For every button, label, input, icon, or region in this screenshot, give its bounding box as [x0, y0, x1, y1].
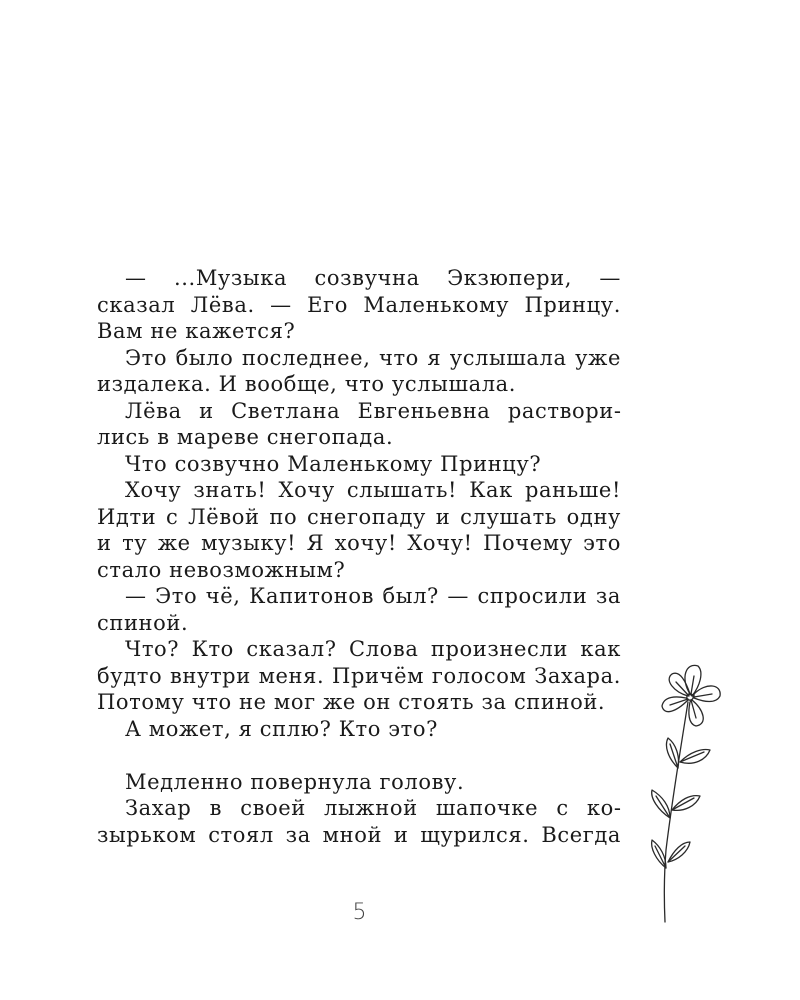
flower-stem-icon [628, 650, 724, 930]
paragraph: Захар в своей лыжной шапочке с козырьком стоял за мной и щурился. Всегда [97, 796, 621, 847]
paragraph: Лёва и Светлана Евгеньевна растворились в мареве снегопада. [97, 398, 621, 449]
section-break [97, 742, 621, 769]
paragraph: Что созвучно Маленькому Принцу? [125, 451, 542, 476]
page-number: 5 [352, 900, 368, 925]
paragraph: Это было последнее, что я услышала уже издалека. И вообще, что услышала. [97, 345, 621, 396]
paragraph: — ...Музыка созвучна Экзюпери, — сказал Лёва. — Его Маленькому Принцу. Вам не кажется? [97, 266, 621, 343]
paragraph: Хочу знать! Хочу слышать! Как раньше! Идти с Лёвой по снегопаду и слушать одну и ту же музыку! Я хочу! Хочу! Почему это стало невозможным? [97, 478, 621, 582]
paragraph: А может, я сплю? Кто это? [125, 716, 438, 741]
main-text [97, 265, 621, 848]
paragraph: Что? Кто сказал? Слова произнесли как будто внутри меня. Причём голосом Захара. Потому что не мог же он стоять за спиной. [97, 637, 621, 714]
paragraph: — Это чё, Капитонов был? — спросили за спиной. [97, 584, 621, 635]
paragraph: Медленно повернула голову. [125, 769, 465, 794]
